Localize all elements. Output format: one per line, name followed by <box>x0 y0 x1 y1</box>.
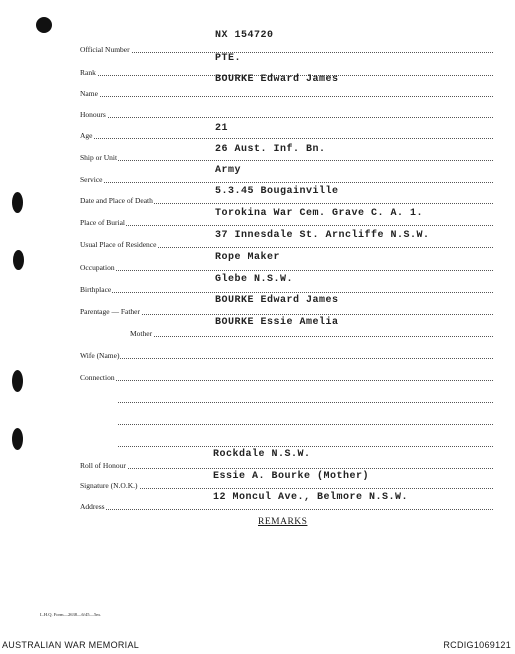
residence-label: Usual Place of Residence <box>80 240 157 249</box>
dotted-line <box>80 117 493 118</box>
dotted-line <box>80 488 493 489</box>
ship-row <box>80 150 493 162</box>
connection-row <box>80 370 493 382</box>
rank-value: PTE. <box>215 53 242 64</box>
wife-label: Wife (Name) <box>80 351 120 360</box>
death-row <box>80 193 493 205</box>
dotted-line <box>118 424 493 425</box>
honours-label: Honours <box>80 110 106 119</box>
roll-row <box>80 458 493 470</box>
occupation-label: Occupation <box>80 263 115 272</box>
service-value: Army <box>215 165 242 176</box>
archive-credit: AUSTRALIAN WAR MEMORIAL <box>2 640 140 650</box>
mother-label: Mother <box>130 329 153 338</box>
mother-value: BOURKE Essie Amelia <box>215 317 339 328</box>
death-label: Date and Place of Death <box>80 196 153 205</box>
rank-label: Rank <box>80 68 96 77</box>
father-value: BOURKE Edward James <box>215 295 339 306</box>
connection-line <box>118 414 493 426</box>
connection-label: Connection <box>80 373 115 382</box>
roll-value: Rockdale N.S.W. <box>213 449 311 460</box>
wife-row <box>80 348 493 360</box>
official-number-label: Official Number <box>80 45 130 54</box>
name-label: Name <box>80 89 98 98</box>
birthplace-label: Birthplace <box>80 285 112 294</box>
dotted-line <box>80 182 493 183</box>
dotted-line <box>130 336 493 337</box>
mother-row <box>130 326 493 338</box>
service-row <box>80 172 493 184</box>
dotted-line <box>80 52 493 53</box>
signature-label: Signature (N.O.K.) <box>80 481 138 490</box>
residence-row <box>80 237 493 249</box>
connection-line <box>118 392 493 404</box>
punch-hole <box>12 192 23 213</box>
dotted-line <box>80 468 493 469</box>
burial-row <box>80 215 493 227</box>
record-id: RCDIG1069121 <box>443 640 511 650</box>
burial-value: Torokina War Cem. Grave C. A. 1. <box>215 208 424 219</box>
birthplace-row <box>80 282 493 294</box>
occupation-value: Rope Maker <box>215 252 281 263</box>
ship-value: 26 Aust. Inf. Bn. <box>215 144 326 155</box>
punch-hole <box>36 17 52 33</box>
name-row <box>80 86 493 98</box>
age-label: Age <box>80 131 93 140</box>
residence-value: 37 Innesdale St. Arncliffe N.S.W. <box>215 230 430 241</box>
dotted-line <box>80 314 493 315</box>
ship-label: Ship or Unit <box>80 153 118 162</box>
dotted-line <box>80 96 493 97</box>
dotted-line <box>80 380 493 381</box>
honours-row <box>80 107 493 119</box>
name-value: BOURKE Edward James <box>215 74 339 85</box>
form-code: L.H.Q. Form—2638—6/45—5m. <box>40 612 101 617</box>
roll-label: Roll of Honour <box>80 461 126 470</box>
birthplace-value: Glebe N.S.W. <box>215 274 294 285</box>
connection-line <box>118 436 493 448</box>
dotted-line <box>118 402 493 403</box>
address-label: Address <box>80 502 105 511</box>
address-row <box>80 499 493 511</box>
dotted-line <box>80 509 493 510</box>
signature-row <box>80 478 493 490</box>
occupation-row <box>80 260 493 272</box>
punch-hole <box>13 250 24 270</box>
dotted-line <box>80 160 493 161</box>
address-value: 12 Moncul Ave., Belmore N.S.W. <box>213 492 409 503</box>
official-number-value: NX 154720 <box>215 30 274 41</box>
father-label: Parentage — Father <box>80 307 140 316</box>
death-value: 5.3.45 Bougainville <box>215 186 339 197</box>
signature-value: Essie A. Bourke (Mother) <box>213 471 370 482</box>
dotted-line <box>80 138 493 139</box>
punch-hole <box>12 370 23 392</box>
dotted-line <box>80 270 493 271</box>
punch-hole <box>12 428 23 450</box>
service-label: Service <box>80 175 103 184</box>
burial-label: Place of Burial <box>80 218 125 227</box>
dotted-line <box>80 358 493 359</box>
official-number-row <box>80 42 493 54</box>
father-row <box>80 304 493 316</box>
age-value: 21 <box>215 123 229 134</box>
dotted-line <box>80 225 493 226</box>
age-row <box>80 128 493 140</box>
remarks-heading: REMARKS <box>258 517 308 527</box>
dotted-line <box>80 292 493 293</box>
dotted-line <box>118 446 493 447</box>
